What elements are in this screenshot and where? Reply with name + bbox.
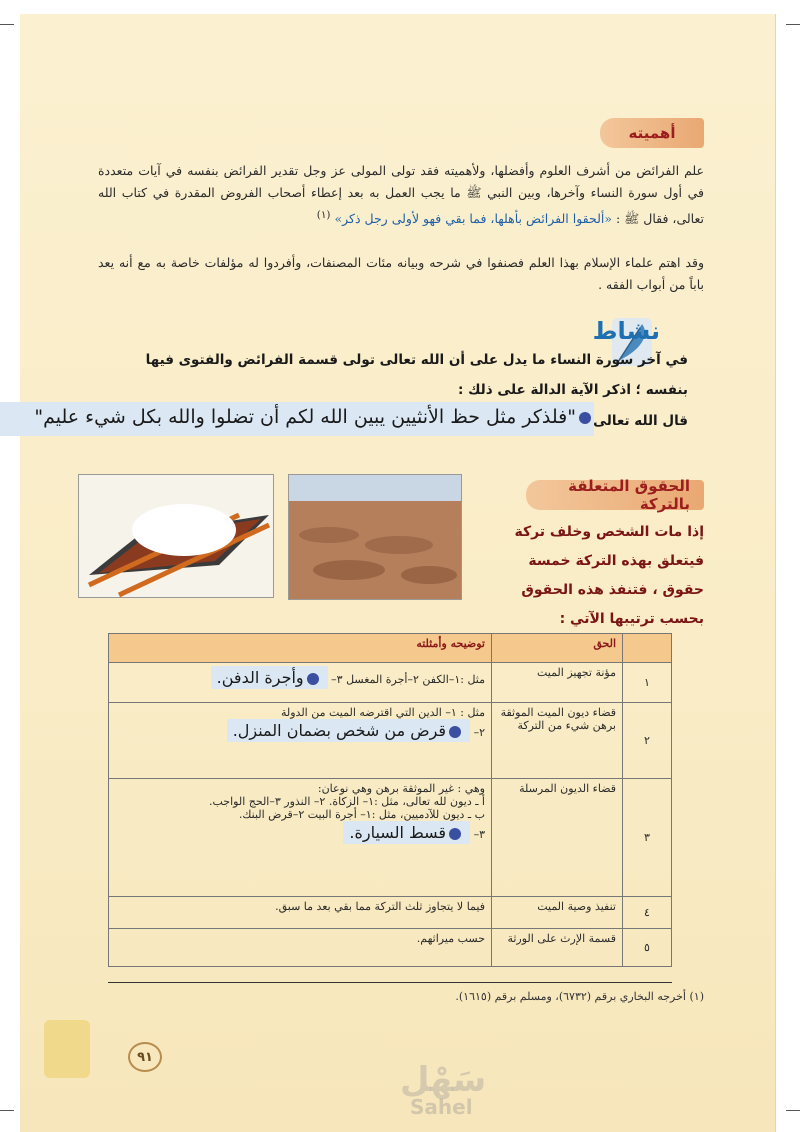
answer-text: قسط السيارة. <box>349 823 447 842</box>
footnote: (١) أخرجه البخاري برقم (٦٧٣٢)، ومسلم برقم (١٦١٥). <box>455 990 704 1003</box>
explanation-text: ٢– <box>473 726 485 739</box>
row-right-name: قضاء ديون الميت الموثقة برهن شيء من التركة <box>492 703 623 779</box>
answer-text: قرض من شخص بضمان المنزل. <box>232 721 447 740</box>
answer-highlight <box>343 821 470 844</box>
row-right-name: قسمة الإرث على الورثة <box>492 929 623 967</box>
answer-text: وأجرة الدفن. <box>216 668 304 687</box>
marker-icon <box>449 726 461 738</box>
row-number: ١ <box>623 663 672 703</box>
row-right-name: مؤنة تجهيز الميت <box>492 663 623 703</box>
table-row <box>109 929 672 967</box>
activity-question-line2: بنفسه ؛ اذكر الآية الدالة على ذلك : <box>458 382 688 398</box>
section-title-rights: الحقوق المتعلقة بالتركة <box>526 480 704 510</box>
section-title-importance: أهميته <box>600 118 704 148</box>
marker-icon <box>579 412 591 424</box>
row-number: ٥ <box>623 929 672 967</box>
table-row <box>109 663 672 703</box>
importance-text: علم الفرائض من أشرف العلوم وأفضلها، ولأهميته فقد تولى المولى عز وجل تقدير الفرائض بنفسه في آيات متعددة في أول سورة النساء وآخرها، وبين النبي ﷺ ما يجب العمل به بعد إعطاء أصحاب الفروض المقدرة في كتاب الله تعالى، فقال ﷺ : <box>98 163 704 227</box>
importance-paragraph-2: وقد اهتم علماء الإسلام بهذا العلم فصنفوا في شرحه وبيانه مئات المصنفات، وأفردوا له مؤلفات خاصة به مع أنه يعد باباً من أبواب الفقه . <box>98 255 704 292</box>
cemetery-photo <box>288 474 462 600</box>
footnote-ref: (١) <box>316 209 331 221</box>
hadith-quote: «ألحقوا الفرائض بأهلها، فما بقي فهو لأولى رجل ذكر» <box>334 211 612 227</box>
row-explanation: فيما لا يتجاوز ثلث التركة مما بقي بعد ما سبق. <box>109 897 492 929</box>
activity-title: نشاط <box>592 317 660 345</box>
header-explanation: توضيحه وأمثلته <box>109 634 492 663</box>
explanation-line <box>115 821 485 844</box>
row-number: ٣ <box>623 779 672 897</box>
table-row <box>109 703 672 779</box>
row-right-name: تنفيذ وصية الميت <box>492 897 623 929</box>
row-explanation <box>109 703 492 779</box>
table-header-row <box>109 634 672 663</box>
explanation-text: ٣– <box>473 828 485 841</box>
explanation-text: مثل :١–الكفن ٢–أجرة المغسل ٣– <box>331 673 485 686</box>
row-explanation <box>109 663 492 703</box>
explanation-text: مثل : ١– الدين التي اقترضه الميت من الدولة <box>280 706 485 719</box>
header-right: الحق <box>492 634 623 663</box>
rights-intro: إذا مات الشخص وخلف تركة فيتعلق بهذه التركة خمسة حقوق ، فتنفذ هذه الحقوق بحسب ترتيبها الآتي : <box>514 524 704 627</box>
explanation-text: ب ـ ديون للآدميين، مثل :١– أجرة البيت ٢–قرض البنك. <box>238 808 485 821</box>
activity-question-line1: في آخر سورة النساء ما يدل على أن الله تعالى تولى قسمة الفرائض والفتوى فيها <box>145 352 688 368</box>
answer-highlight <box>227 719 470 742</box>
table-row <box>109 897 672 929</box>
marker-icon <box>449 828 461 840</box>
ornament-icon <box>44 1020 90 1078</box>
rights-table <box>108 633 672 967</box>
crop-mark <box>786 24 800 25</box>
header-num <box>623 634 672 663</box>
crop-mark <box>0 1110 14 1111</box>
activity-answer <box>34 406 594 428</box>
answer-prefix: قال الله تعالى <box>593 413 688 429</box>
explanation-line <box>115 719 485 742</box>
crop-mark <box>0 24 14 25</box>
row-right-name: قضاء الديون المرسلة <box>492 779 623 897</box>
row-explanation: حسب ميراثهم. <box>109 929 492 967</box>
table-row <box>109 779 672 897</box>
crop-mark <box>786 1110 800 1111</box>
bier-photo <box>78 474 274 598</box>
page-number: ٩١ <box>128 1042 162 1072</box>
importance-paragraph <box>98 160 704 230</box>
answer-highlight <box>211 666 328 689</box>
watermark-latin: Sahel <box>410 1095 473 1119</box>
row-number: ٤ <box>623 897 672 929</box>
watermark-arabic: سَهْل <box>400 1060 487 1100</box>
row-explanation <box>109 779 492 897</box>
answer-text: "فلذكر مثل حظ الأنثيين يبين الله لكم أن تضلوا والله بكل شيء عليم" <box>34 406 576 428</box>
footnote-rule <box>108 982 672 983</box>
row-number: ٢ <box>623 703 672 779</box>
marker-icon <box>307 673 319 685</box>
explanation-text: وهي : غير الموثقة برهن وهي نوعان: <box>317 782 485 795</box>
explanation-text: أ ـ ديون لله تعالى، مثل :١– الزكاة. ٢– النذور ٣–الحج الواجب. <box>209 795 485 808</box>
